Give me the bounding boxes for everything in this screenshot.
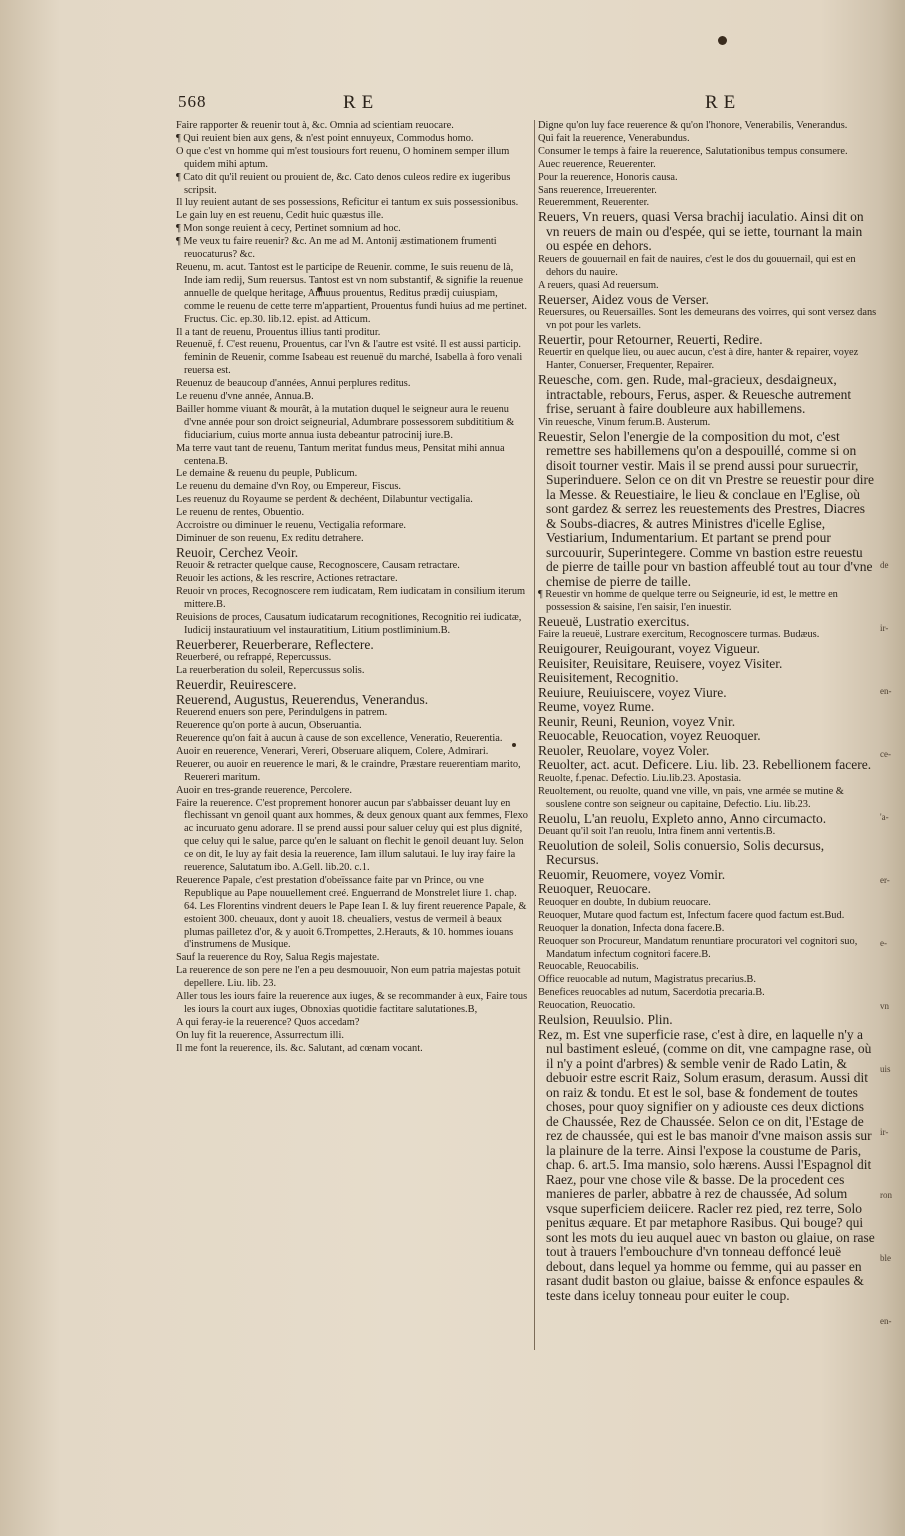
- dictionary-entry: Diminuer de son reuenu, Ex reditu detrahere.: [176, 533, 364, 544]
- dictionary-entry: Reuenu, m. acut. Tantost est le participe de Reuenir. comme, Ie suis reuenu de là, Inde iam redij, Sum reuersus. Tantost est vn nom substantif, & signifie la reuenue annuelle de quelque heritage, Annuus prouentus, Reditus prædij cuiuspiam, comme le reuenu de cette terre m'appartient, Prouentus fundi huius ad me pertinet. Fructus. Cic. ep.30. lib.12. epist. ad Atticum.: [176, 261, 527, 325]
- dictionary-entry: Reuolution de soleil, Solis conuersio, Solis decursus, Recursus.: [538, 837, 825, 868]
- ink-spot: [718, 36, 727, 45]
- dictionary-entry: Aller tous les iours faire la reuerence aux iuges, & se recommander à eux, Faire tous les iours la court aux iuges, Obnoxias quotidie factitare salutationes.B,: [176, 991, 528, 1015]
- dictionary-entry: Rez, m. Est vne superficie rase, c'est à dire, en laquelle n'y a nul bastiment esleué, (comme on dit, vne campagne rase, où il n'y a point d'arbres) & semble venir de Rado Latin, & debuoir estre escrit Raiz, Solum erasum, derasum. Aussi dit on raiz & tondu. Et est le sol, base & fondement de toutes choses, pour quoy signifier on y adiouste ces deux dictions de Chaussée, Rez de Chaussée. Selon ce on dit, l'Estage de rez de chaussée, qui est le bas manoir d'vne maison assis sur la plainure de la terre. Ainsi l'expose la coustume de Paris, chap. 6. art.5. Ima mansio, solo hærens. Aussi l'Espagnol dit Raez, pour vne chose vile & basse. De la procedent ces manieres de parler, abbatre à rez de chaussée, Ad solum vsque superficiem deiicere. Racler rez pied, rez terre, Solo penitus æquare. Et par metaphore Rasibus. Qui bouge? qui sont les mots du ieu auquel auec vn baston ou glaiue, on rase tout à trauers l'embouchure d'vn tonneau deffoncé leuë debout, dans lequel ya homme ou femme, qui au passer en rasant dudit baston ou glaiue, baisse & enfonce espaules & teste dans iceluy tonneau pour euiter le coup.: [538, 1026, 875, 1303]
- dictionary-entry: Accroistre ou diminuer le reuenu, Vectigalia reformare.: [176, 520, 407, 532]
- dictionary-entry: Le gain luy en est reuenu, Cedit huic quæstus ille.: [176, 210, 384, 222]
- edge-fragment: en-: [880, 1316, 892, 1326]
- dictionary-entry: Reuerdir, Reuirescere.: [176, 677, 297, 693]
- dictionary-entry: Reuisions de proces, Causatum iudicatarum recognitiones, Recognitio rei iudicatæ, Iudicij instauratiuum vel instauratitium, Litium postliminium.B.: [176, 612, 522, 636]
- dictionary-entry: Il me font la reuerence, ils. &c. Salutant, ad cœnam vocant.: [176, 1042, 423, 1054]
- dictionary-entry: Faire la reuerence. C'est proprement honorer aucun par s'abbaisser deuant luy en flechissant vn genoil quant aux hommes, & deux genoux quant aux femmes, Flexo ac incuruato genu adorare. Il se prend aussi pour saluer celuy qui est plus dignité, que celuy qui le salue, parce qu'en le saluant on flechit le genoil deuant luy. Selon ce on dit, Ie luy ay fait desia la reuerence, Iam illum salutaui. Ie luy iray faire la reuerence, Salutatum ibo. A.Gell. lib.20. c.1.: [176, 797, 528, 874]
- dictionary-entry: Sauf la reuerence du Roy, Salua Regis majestate.: [176, 952, 380, 964]
- dictionary-entry: Il a tant de reuenu, Prouentus illius tanti proditur.: [176, 326, 381, 338]
- dictionary-entry: Auoir en tres-grande reuerence, Percolere.: [176, 784, 352, 796]
- dictionary-entry: Reuoquer la donation, Infecta dona facere.B.: [538, 922, 725, 934]
- dictionary-entry: Reuisitement, Recognitio.: [538, 670, 679, 686]
- dictionary-entry: Deuant qu'il soit l'an reuolu, Intra finem anni vertentis.B.: [538, 826, 776, 838]
- edge-fragment: ce-: [880, 749, 891, 759]
- dictionary-entry: Ma terre vaut tant de reuenu, Tantum meritat fundus meus, Pensitat mihi annua centena.B.: [176, 442, 505, 467]
- dictionary-entry: Reuocation, Reuocatio.: [538, 1000, 636, 1012]
- dictionary-entry: Reuocable, Reuocabilis.: [538, 961, 639, 973]
- edge-fragment: er-: [880, 875, 890, 885]
- dictionary-entry: Reuestir, Selon l'energie de la composition du mot, c'est remettre ses habillemens qu'on a despouillé, comme si on disoit tourner vestir. Mais il se prend aussi pour surueстir, Superinduere. Selon ce on dit vn Prestre se reuestir pour dire la Messe. & Reuestiaire, le lieu & conclaue en l'Eglise, où sont gardez & serrez les reuestements des Prestres, Diacres & Soubs-diacres, & autres Ministres d'icelle Eglise, Vestiarium, Indumentarium. Et partant se prend pour surcouurir, Superintegere. Comme vn bastion estre reuestu de pierre de taille pour vn bastion affeublé tout au tour d'vne chemise de pierre de taille.: [538, 428, 875, 589]
- dictionary-entry: Reuoquer en doubte, In dubium reuocare.: [538, 896, 711, 908]
- dictionary-entry: Qui fait la reuerence, Venerabundus.: [538, 132, 690, 144]
- dictionary-entry: A qui feray-ie la reuerence? Quos accedam?: [176, 1016, 360, 1028]
- dictionary-entry: Les reuenuz du Royaume se perdent & dechéent, Dilabuntur vectigalia.: [176, 494, 473, 506]
- dictionary-entry: Reuiure, Reuiuiscere, voyez Viure.: [538, 684, 727, 700]
- dictionary-entry: Office reuocable ad nutum, Magistratus precarius.B.: [538, 974, 756, 986]
- dictionary-entry: Reuerence qu'on fait à aucun à cause de son excellence, Veneratio, Reuerentia.: [176, 732, 503, 744]
- dictionary-entry: Reuerence Papale, c'est prestation d'obeïssance faite par vn Prince, ou vne Republique au Pape nouuellement creé. Enguerrand de Monstrelet liure 1. chap. 64. Les Florentins vindrent deuers le Pape Iean I. & luy firent reuerence Papale, & estoient 300. cheuaux, dont y auoit 18. cheualiers, vestus de vermeil à beaux plumas pailletez d'or, & y auoit 6.Trompettes, 2.Herauts, & 10. hommes iouans d'instrumens de Musique.: [176, 874, 527, 951]
- dictionary-entry: Bailler homme viuant & mourât, à la mutation duquel le seigneur aura le reuenu d'vne année pour son droict seigneurial, Adumbrare possessorem subdititium & fiduciarium, cuius morte annua iusta debeantur patrocinij iure.B.: [176, 403, 515, 441]
- dictionary-entry: Reuolte, f.penac. Defectio. Liu.lib.23. Apostasia.: [538, 772, 742, 784]
- dictionary-entry: La reuerence de son pere ne l'en a peu desmouuoir, Non eum patria majestas potuit depellere. Liu. lib. 23.: [176, 965, 521, 990]
- edge-fragment: vn: [880, 1001, 889, 1011]
- page-number: 568: [178, 92, 207, 111]
- dictionary-entry: Reuersures, ou Reuersailles. Sont les demeurans des voirres, qui sont versez dans vn pot pour les varlets.: [538, 307, 877, 331]
- edge-fragment: 'a-: [880, 812, 889, 822]
- dictionary-entry: Reuerence qu'on porte à aucun, Obseruantia.: [176, 720, 362, 732]
- dictionary-entry: Reulsion, Reuulsio. Plin.: [538, 1012, 673, 1028]
- dictionary-entry: Reuolter, act. acut. Deficere. Liu. lib. 23. Rebellionem facere.: [538, 757, 872, 773]
- page-header: [0, 92, 905, 122]
- dictionary-entry: Reuisiter, Reuisitare, Reuisere, voyez Visiter.: [538, 655, 783, 671]
- dictionary-entry: Reuolu, L'an reuolu, Expleto anno, Anno circumacto.: [538, 810, 827, 826]
- dictionary-entry: Reuomir, Reuomere, voyez Vomir.: [538, 866, 726, 882]
- dictionary-entry: Reuerend, Augustus, Reuerendus, Venerandus.: [176, 691, 429, 707]
- dictionary-entry: Reuoler, Reuolare, voyez Voler.: [538, 742, 710, 758]
- dictionary-entry: Sans reuerence, Irreuerenter.: [538, 184, 657, 196]
- dictionary-entry: Reuers, Vn reuers, quasi Versa brachij iaculatio. Ainsi dit on vn reuers de main ou d'espée, qui se iette, tournant la main ou espée en dehors.: [538, 209, 864, 254]
- dictionary-entry: Reuerberé, ou refrappé, Repercussus.: [176, 652, 332, 664]
- dictionary-entry: Auec reuerence, Reuerenter.: [538, 158, 656, 170]
- dictionary-entry: Faire rapporter & reuenir tout à, &c. Omnia ad scientiam reuocare.: [176, 120, 454, 131]
- dictionary-entry: La reuerberation du soleil, Repercussus solis.: [176, 665, 365, 677]
- dictionary-entry: ¶ Reuestir vn homme de quelque terre ou Seigneurie, id est, le mettre en possession & saisine, l'en saisir, l'en inuestir.: [538, 589, 838, 613]
- edge-fragment: ir-: [880, 623, 889, 633]
- column-divider: [534, 120, 535, 1350]
- dictionary-entry: A reuers, quasi Ad reuersum.: [538, 279, 659, 291]
- edge-fragment: uis: [880, 1064, 891, 1074]
- dictionary-entry: Le reuenu du demaine d'vn Roy, ou Empereur, Fiscus.: [176, 481, 401, 493]
- dictionary-entry: Benefices reuocables ad nutum, Sacerdotia precaria.B.: [538, 987, 765, 999]
- dictionary-entry: Il luy reuient autant de ses possessions, Reficitur ei tantum ex suis possessionibus.: [176, 197, 519, 209]
- dictionary-entry: Reuesche, com. gen. Rude, mal-gracieux, desdaigneux, intractable, rebours, Ferus, asper. & Reuesche autrement frise, seruant à faire doubleure aux habillemens.: [538, 372, 852, 417]
- edge-fragment: en-: [880, 686, 892, 696]
- dictionary-entry: ¶ Mon songe reuient à cecy, Pertinet somnium ad hoc.: [176, 223, 401, 235]
- dictionary-entry: Reuoir vn proces, Recognoscere rem iudicatam, Rem iudicatam in consilium iterum mittere.B.: [176, 586, 526, 611]
- dictionary-entry: ¶ Me veux tu faire reuenir? &c. An me ad M. Antonij æstimationem frumenti reuocaturus? &c.: [176, 236, 497, 261]
- running-head-right: RE: [705, 92, 742, 113]
- dictionary-entry: Pour la reuerence, Honoris causa.: [538, 171, 678, 183]
- dictionary-entry: Faire la reueuë, Lustrare exercitum, Recognoscere turmas. Budæus.: [538, 629, 820, 641]
- dictionary-entry: Reuoir les actions, & les rescrire, Actiones retractare.: [176, 573, 398, 585]
- dictionary-entry: Reuertir, pour Retourner, Reuerti, Redire.: [538, 331, 763, 347]
- dictionary-entry: Reuerberer, Reuerberare, Reflectere.: [176, 636, 374, 652]
- dictionary-entry: Reuerer, ou auoir en reuerence le mari, & le craindre, Præstare reuerentiam marito, Reuereri maritum.: [176, 758, 521, 783]
- dictionary-entry: Digne qu'on luy face reuerence & qu'on l'honore, Venerabilis, Venerandus.: [538, 120, 848, 131]
- edge-fragment: ron: [880, 1190, 892, 1200]
- dictionary-entry: Reuerser, Aidez vous de Verser.: [538, 291, 709, 307]
- dictionary-entry: O que c'est vn homme qui m'est tousiours fort reuenu, O hominem semper illum quidem mihi aptum.: [176, 145, 510, 170]
- edge-fragment: ir-: [880, 1127, 889, 1137]
- dictionary-entry: Reuoir & retracter quelque cause, Recognoscere, Causam retractare.: [176, 560, 460, 572]
- dictionary-entry: Le reuenu d'vne année, Annua.B.: [176, 391, 314, 403]
- dictionary-entry: Reuoir, Cerchez Veoir.: [176, 544, 299, 560]
- dictionary-entry: Reuoquer, Mutare quod factum est, Infectum facere quod factum est.Bud.: [538, 909, 845, 921]
- dictionary-entry: Reuigourer, Reuigourant, voyez Vigueur.: [538, 641, 760, 657]
- dictionary-entry: Le demaine & reuenu du peuple, Publicum.: [176, 468, 358, 480]
- left-column: [176, 120, 528, 1360]
- dictionary-entry: Reuertir en quelque lieu, ou auec aucun, c'est à dire, hanter & repairer, voyez Hanter, Conuerser, Frequenter, Repairer.: [538, 347, 859, 372]
- dictionary-entry: ¶ Qui reuient bien aux gens, & n'est point ennuyeux, Commodus homo.: [176, 132, 474, 144]
- dictionary-entry: Reuoquer son Procureur, Mandatum renuntiare procuratori vel cognitori suo, Mandatum infectum cognitori facere.B.: [538, 935, 858, 960]
- dictionary-entry: Reunir, Reuni, Reunion, voyez Vnir.: [538, 713, 736, 729]
- edge-fragment: ble: [880, 1253, 891, 1263]
- dictionary-entry: Le reuenu de rentes, Obuentio.: [176, 507, 305, 519]
- dictionary-entry: Reuenuz de beaucoup d'années, Annui perplures reditus.: [176, 378, 411, 390]
- dictionary-entry: Reuocable, Reuocation, voyez Reuoquer.: [538, 728, 761, 744]
- right-column: [538, 120, 878, 1360]
- running-head-left: RE: [343, 92, 380, 113]
- dictionary-entry: Reuoltement, ou reuolte, quand vne ville, vn pais, vne armée se mutine & souslene contre son seigneur ou capitaine, Defectio. Liu. lib.23.: [538, 785, 844, 810]
- dictionary-entry: Reueuë, Lustratio exercitus.: [538, 613, 690, 629]
- edge-fragment: de: [880, 560, 889, 570]
- dictionary-entry: Consumer le temps à faire la reuerence, Salutationibus tempus consumere.: [538, 145, 848, 157]
- right-edge-fragments: [880, 560, 905, 1460]
- dictionary-entry: ¶ Cato dit qu'il reuient ou prouient de, &c. Cato denos culeos redire ex iugeribus scripsit.: [176, 171, 511, 196]
- dictionary-entry: Reuenuë, f. C'est reuenu, Prouentus, car l'vn & l'autre est vsité. Il est aussi particip. feminin de Reuenir, comme Isabeau est reuenuë du marché, Isabella à foro venali reuersa est.: [176, 339, 523, 377]
- dictionary-entry: On luy fit la reuerence, Assurrectum illi.: [176, 1029, 344, 1041]
- dictionary-entry: Reuerend enuers son pere, Perindulgens in patrem.: [176, 707, 388, 719]
- edge-fragment: e-: [880, 938, 887, 948]
- dictionary-entry: Reume, voyez Rume.: [538, 699, 655, 715]
- dictionary-entry: Reuoquer, Reuocare.: [538, 881, 652, 897]
- dictionary-entry: Vin reuesche, Vinum ferum.B. Austerum.: [538, 416, 711, 428]
- dictionary-entry: Auoir en reuerence, Venerari, Vereri, Obseruare aliquem, Colere, Admirari.: [176, 745, 489, 757]
- dictionary-entry: Reuers de gouuernail en fait de nauires, c'est le dos du gouuernail, qui est en dehors du nauire.: [538, 253, 856, 278]
- dictionary-entry: Reueremment, Reuerenter.: [538, 197, 650, 209]
